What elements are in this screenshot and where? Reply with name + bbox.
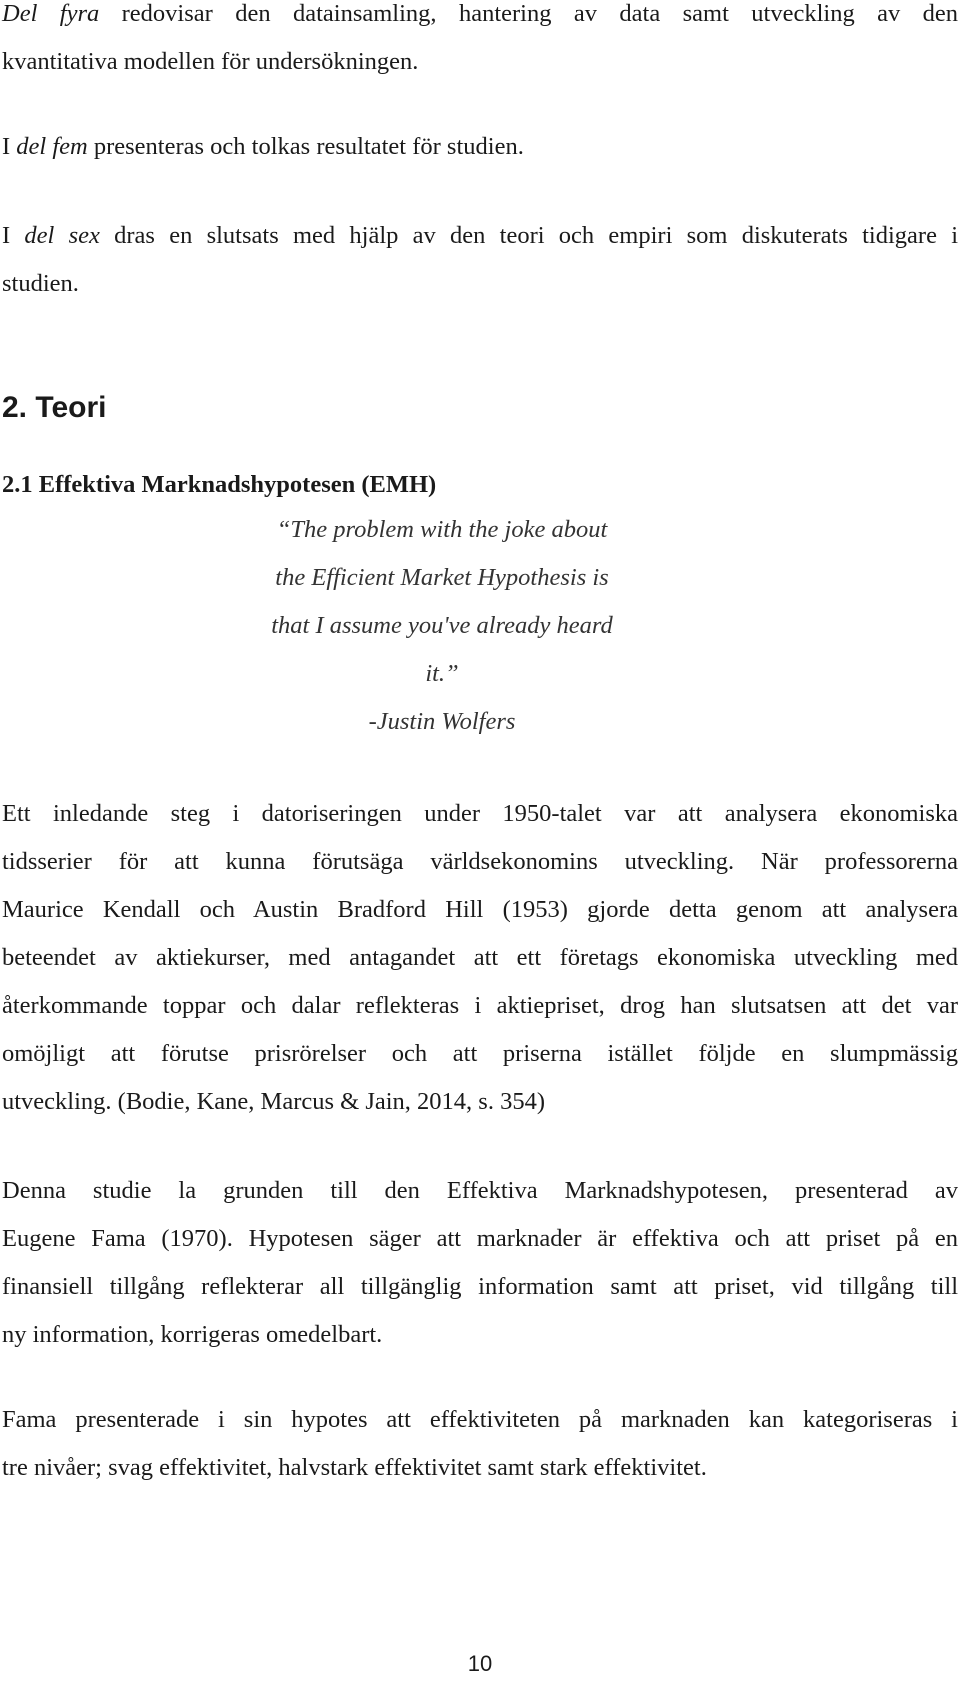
text-fragment: I bbox=[2, 133, 17, 160]
subsection-heading: 2.1 Effektiva Marknadshypotesen (EMH) bbox=[2, 471, 437, 498]
text-line bbox=[2, 0, 958, 48]
text-fragment: presenteras och tolkas resultatet för studien. bbox=[87, 133, 524, 160]
quote-line: “The problem with the joke about bbox=[276, 516, 608, 543]
text-line: Eugene Fama (1970). Hypotesen säger att marknader är effektiva och att priset på en bbox=[2, 1225, 958, 1252]
text-fragment: redovisar den datainsamling, hantering av data samt utveckling av den bbox=[99, 0, 958, 27]
body-paragraph-3 bbox=[2, 1406, 958, 1502]
text-line: studien. bbox=[2, 270, 79, 297]
text-line: Ett inledande steg i datoriseringen under 1950-talet var att analysera ekonomiska bbox=[2, 800, 958, 827]
quote-attribution: -Justin Wolfers bbox=[368, 708, 516, 735]
text-line: tre nivåer; svag effektivitet, halvstark effektivitet samt stark effektivitet. bbox=[2, 1454, 707, 1481]
text-line: Denna studie la grunden till den Effektiva Marknadshypotesen, presenterad av bbox=[2, 1177, 958, 1204]
text-line: kvantitativa modellen för undersökningen. bbox=[2, 48, 419, 75]
text-line: återkommande toppar och dalar reflekteras i aktiepriset, drog han slutsatsen att det var bbox=[2, 992, 958, 1019]
intro-paragraph-del-fem bbox=[2, 133, 958, 181]
body-paragraph-2 bbox=[2, 1177, 958, 1369]
epigraph-quote bbox=[200, 516, 684, 708]
intro-paragraph-del-fyra bbox=[2, 0, 958, 96]
text-line: Maurice Kendall och Austin Bradford Hill (1953) gjorde detta genom att analysera bbox=[2, 896, 958, 923]
section-reference: Del fyra bbox=[2, 0, 100, 27]
quote-line: the Efficient Market Hypothesis is bbox=[275, 564, 609, 591]
text-line: omöjligt att förutse prisrörelser och att priserna istället följde en slumpmässig bbox=[2, 1040, 958, 1067]
quote-line: it.” bbox=[425, 660, 459, 687]
text-line bbox=[2, 133, 958, 181]
text-line: beteendet av aktiekurser, med antagandet att ett företags ekonomiska utveckling med bbox=[2, 944, 958, 971]
text-line: Fama presenterade i sin hypotes att effektiviteten på marknaden kan kategoriseras i bbox=[2, 1406, 958, 1433]
text-line: ny information, korrigeras omedelbart. bbox=[2, 1321, 383, 1348]
section-reference: del sex bbox=[24, 222, 100, 249]
text-fragment: I bbox=[2, 222, 25, 249]
section-heading: 2. Teori bbox=[2, 391, 107, 424]
text-line: finansiell tillgång reflekterar all tillgänglig information samt att priset, vid tillgång till bbox=[2, 1273, 958, 1300]
text-line bbox=[2, 222, 958, 270]
section-reference: del fem bbox=[16, 133, 88, 160]
intro-paragraph-del-sex bbox=[2, 222, 958, 318]
body-paragraph-1 bbox=[2, 800, 958, 1136]
quote-line: that I assume you've already heard bbox=[271, 612, 613, 639]
text-fragment: dras en slutsats med hjälp av den teori och empiri som diskuterats tidigare i bbox=[99, 222, 958, 249]
page-number: 10 bbox=[467, 1651, 493, 1676]
text-line: utveckling. (Bodie, Kane, Marcus & Jain, 2014, s. 354) bbox=[2, 1088, 545, 1115]
text-line: tidsserier för att kunna förutsäga världsekonomins utveckling. När professorerna bbox=[2, 848, 958, 875]
